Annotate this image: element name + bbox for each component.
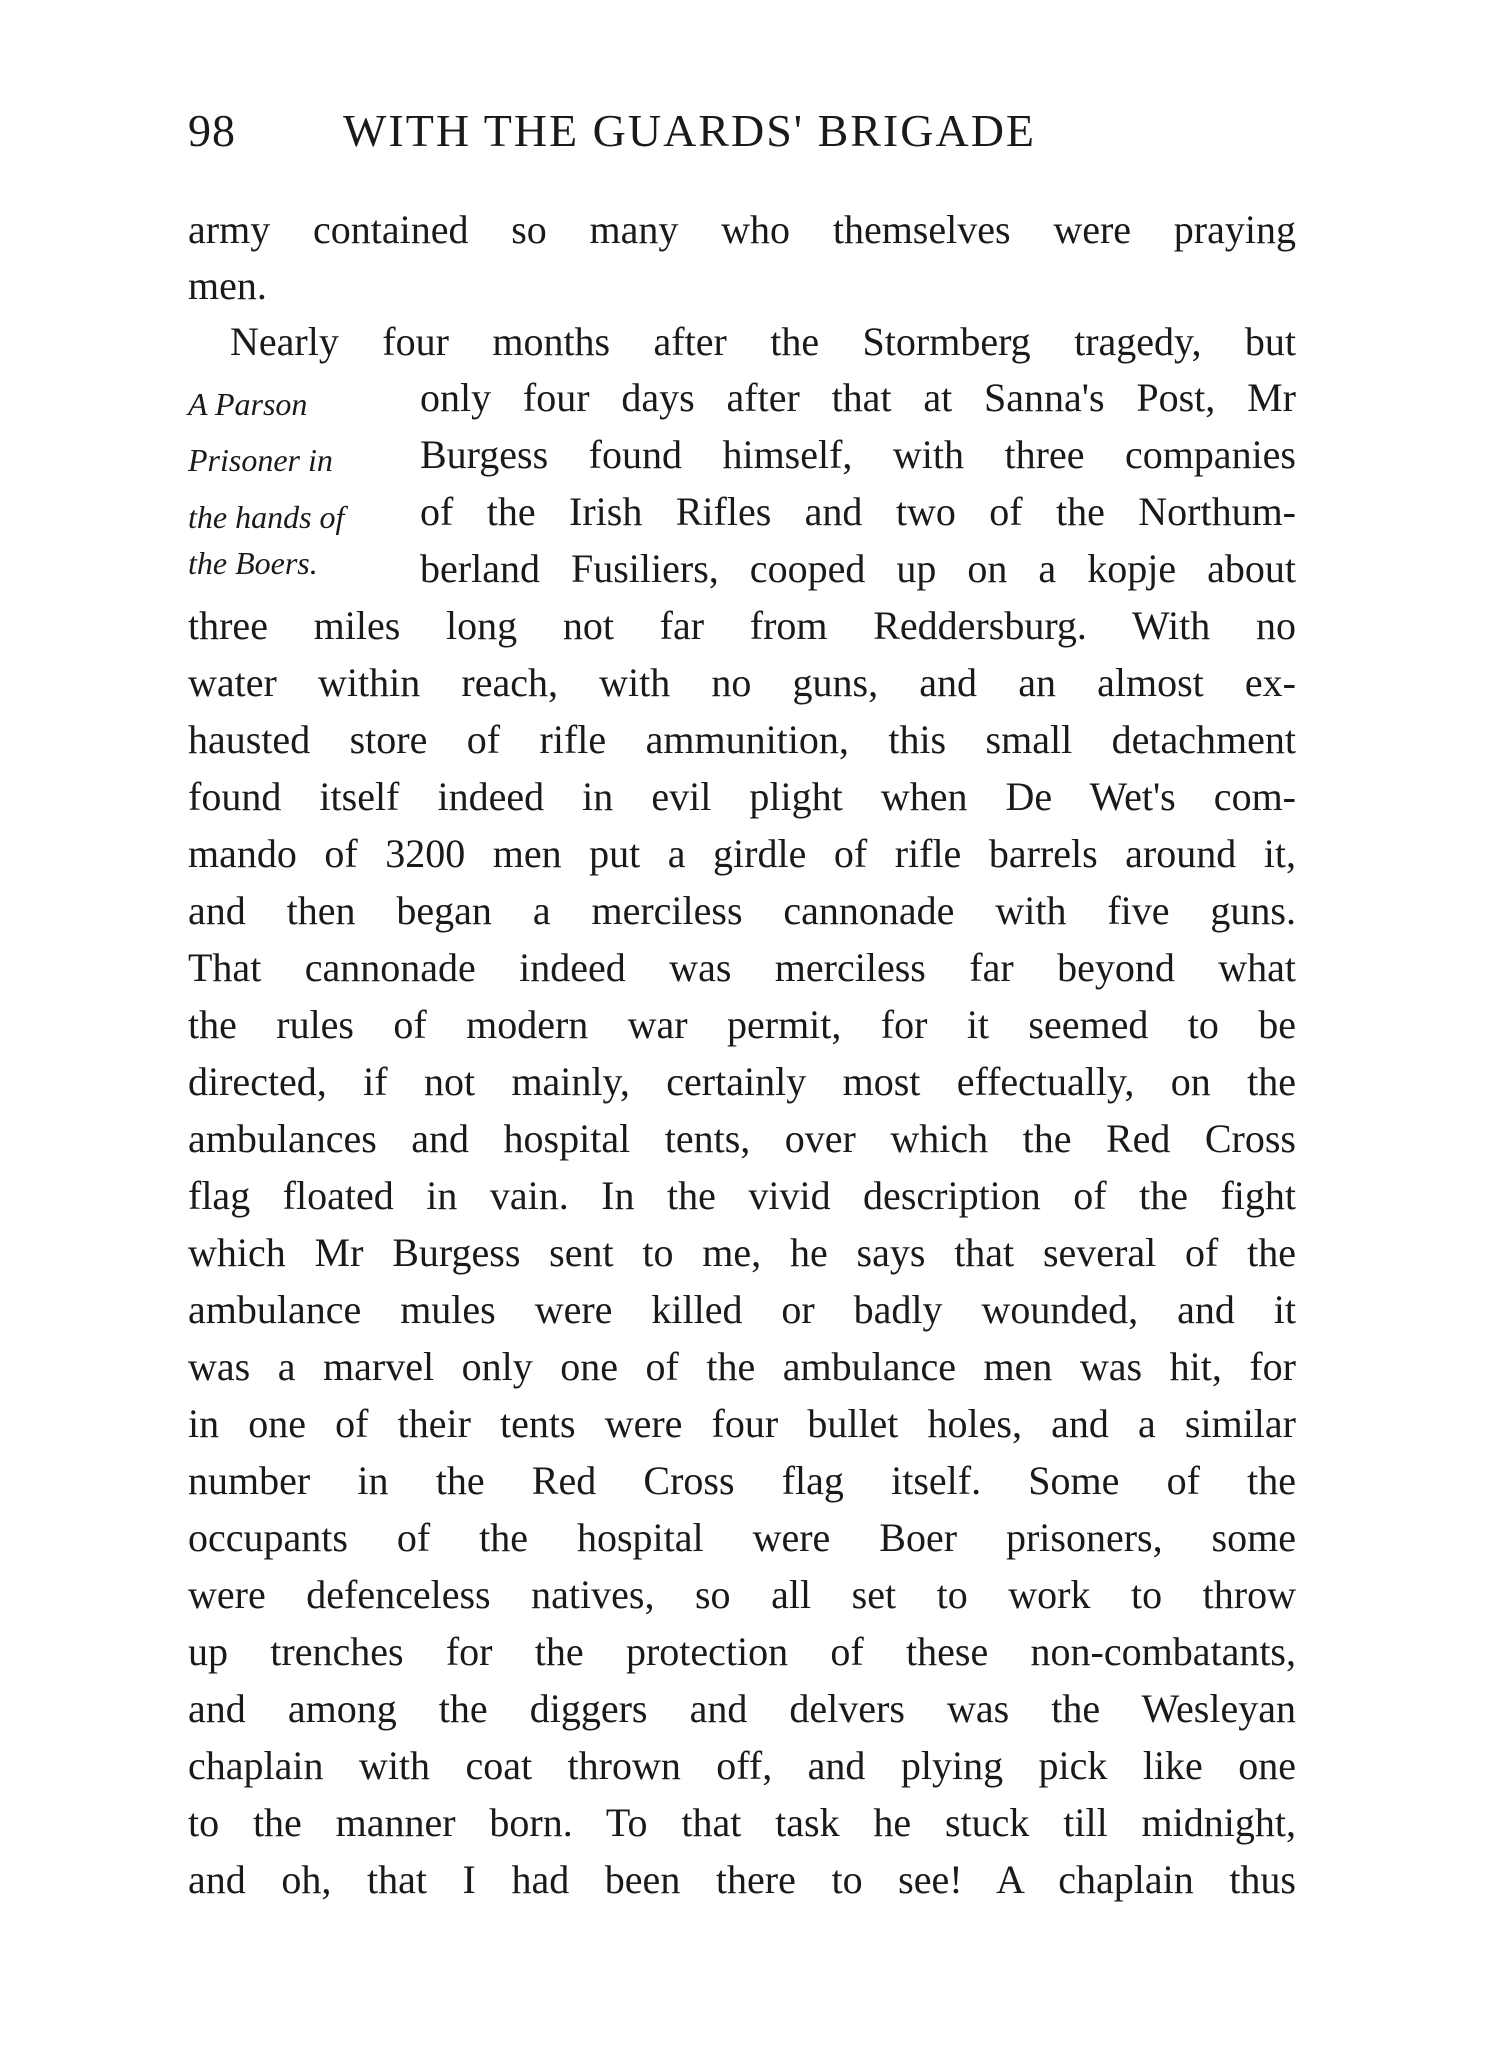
text-line: number in the Red Cross flag itself. Some of the — [188, 1458, 1296, 1503]
text-line: which Mr Burgess sent to me, he says that several of the — [188, 1230, 1296, 1275]
text-line: That cannonade indeed was merciless far beyond what — [188, 945, 1296, 990]
text-line: three miles long not far from Reddersburg. With no — [188, 603, 1296, 648]
text-line: up trenches for the protection of these non-combatants, — [188, 1629, 1296, 1674]
text-line: hausted store of rifle ammunition, this small detachment — [188, 717, 1296, 762]
text-line: directed, if not mainly, certainly most effectually, on the — [188, 1059, 1296, 1104]
margin-note-line: Prisoner in — [188, 442, 333, 478]
text-line: and oh, that I had been there to see! A chaplain thus — [188, 1857, 1296, 1902]
margin-note-line: the hands of — [188, 499, 345, 535]
margin-note-line: A Parson — [188, 386, 308, 422]
text-line: flag floated in vain. In the vivid description of the fight — [188, 1173, 1296, 1218]
page-number: 98 — [188, 105, 236, 156]
text-line: of the Irish Rifles and two of the Northum- — [420, 489, 1296, 534]
text-line: ambulance mules were killed or badly wounded, and it — [188, 1287, 1296, 1332]
text-line: in one of their tents were four bullet holes, and a similar — [188, 1401, 1296, 1446]
margin-note-line: the Boers. — [188, 545, 318, 581]
text-line: was a marvel only one of the ambulance men was hit, for — [188, 1344, 1296, 1389]
text-line: were defenceless natives, so all set to work to throw — [188, 1572, 1296, 1617]
text-line: and among the diggers and delvers was the Wesleyan — [188, 1686, 1296, 1731]
text-line: occupants of the hospital were Boer prisoners, some — [188, 1515, 1296, 1560]
text-line: chaplain with coat thrown off, and plying pick like one — [188, 1743, 1296, 1788]
text-line: only four days after that at Sanna's Post, Mr — [420, 375, 1296, 420]
text-line: ambulances and hospital tents, over which the Red Cross — [188, 1116, 1296, 1161]
text-line: Burgess found himself, with three companies — [420, 432, 1296, 477]
page-header — [188, 104, 1296, 164]
text-line: Nearly four months after the Stormberg tragedy, but — [230, 319, 1296, 364]
running-title: WITH THE GUARDS' BRIGADE — [343, 105, 1037, 156]
text-line: water within reach, with no guns, and an almost ex- — [188, 660, 1296, 705]
text-line: men. — [188, 263, 267, 308]
text-line: berland Fusiliers, cooped up on a kopje about — [420, 546, 1296, 591]
text-line: to the manner born. To that task he stuck till midnight, — [188, 1800, 1296, 1845]
text-line: and then began a merciless cannonade with five guns. — [188, 888, 1296, 933]
text-line: army contained so many who themselves were praying — [188, 207, 1296, 252]
text-line: mando of 3200 men put a girdle of rifle barrels around it, — [188, 831, 1296, 876]
text-line: found itself indeed in evil plight when De Wet's com- — [188, 774, 1296, 819]
text-line: the rules of modern war permit, for it seemed to be — [188, 1002, 1296, 1047]
